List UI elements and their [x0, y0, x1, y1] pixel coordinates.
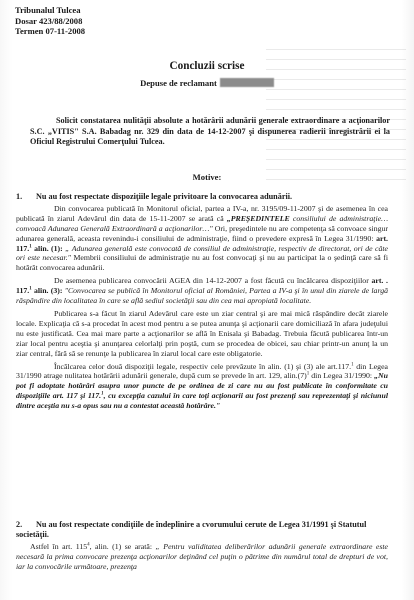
article-ref: art. 117.: [16, 233, 388, 253]
section-2-heading: [16, 520, 388, 540]
alineat-ref: alin. (1):: [31, 243, 66, 253]
section-1-number: 1.: [16, 192, 23, 201]
hearing-date: Termen 07-11-2008: [15, 26, 86, 37]
section-1-paragraph-1: [16, 204, 388, 273]
filed-by-line: [0, 78, 414, 88]
text-run: , alin. (1) se arată:: [89, 541, 156, 551]
article-sup: 1: [351, 361, 354, 367]
quote-italic: "Convocarea se publică în Monitorul oficial al României, Partea a IV-a şi în unul din ziarele de largă răspândire din localitatea în care se află sediul societăţii sau din cea mai apropiată localitate.: [16, 286, 388, 306]
quote-italic: „ Adunarea generală este convocată de consiliul de administraţie, respectiv de directorat, ori de câte ori este necesar.": [16, 243, 388, 263]
text-run: din Legea 31/1990:: [309, 371, 375, 381]
alineat-ref: alin. (3):: [31, 286, 65, 296]
article-ref: art. . 117.: [16, 276, 388, 296]
section-1-heading-text: Nu au fost respectate dispoziţiile legale privitoare la convocarea adunării.: [36, 192, 293, 201]
text-run: din Legea 31/1990 atrage nulitatea hotărârii adunării generale, după cum se prevede în art. 129, alin.(7): [16, 361, 389, 381]
section-1-paragraph-4: [16, 362, 388, 412]
text-run: Încălcarea celor două dispoziţii legale, respectiv cele prevăzute în alin. (1) şi (3) ale art.117.: [54, 361, 352, 371]
section-1-paragraph-2: [16, 276, 388, 306]
article-sup: 4: [87, 542, 90, 548]
section-2: [16, 520, 388, 575]
request-text: Solicit constatarea nulităţii absolute a hotărârii adunării generale extraordinare a acţionarilor S.C. „VITIS" S.A. Babadag nr. 329 din data de 14-12-2007 şi dispunerea radierii înregistrării ei la Oficiul Registrului Comerţului Tulcea.: [30, 116, 390, 146]
quote-bold: „PREŞEDINTELE: [226, 213, 290, 223]
article-sup: 1: [101, 391, 104, 397]
text-run: Din convocarea publicată în Monitorul oficial, partea a IV-a, nr. 3195/09-11-2007 şi de asemenea în cea publicată în ziarul Adevărul din data de 15-11-2007 se arată că: [16, 203, 388, 223]
article-sup: 1: [29, 243, 32, 249]
quote-bold-italic: „Nu pot fi adoptate hotărâri asupra unor puncte de pe ordinea de zi care nu au fost publicate în conformitate cu dispoziţiile art. 117 şi 117.: [16, 371, 389, 401]
court-name: Tribunalul Tulcea: [15, 5, 81, 15]
section-2-number: 2.: [16, 520, 23, 529]
motive-title: Motive:: [192, 172, 222, 182]
quote-bold-italic: , cu excepţia cazului în care toţi acţionarii au fost prezenţi sau reprezentaţi şi niciunul dintre aceştia nu s-a opus sau nu a contestat această hotărâre.": [16, 391, 389, 411]
quote-italic: consiliului de administraţie… convoacă Adunarea Generală Extraordinară a acţionarilor…": [16, 213, 389, 233]
text-run: Publicarea s-a făcut în ziarul Adevărul care este un ziar central şi are mai mică răspândire decât ziarele locale. Explicaţia că s-a procedat în acest mod pentru a se putea anunţa şi acţionarii care domiciliază în afara judeţului nu este justificată. Cea mai mare parte a acţionarilor se află în Enisala şi Babadag. Trebuia făcută publicarea într-un ziar local pentru aceştia şi anunţarea celorlalţi prin poştă, cum se procedea de obicei, sau chiar printr-un anunţ la un ziar central, fără să se renunţe la publicarea în ziarul local care este obligatorie.: [16, 308, 388, 358]
text-run: Astfel în art. 115: [30, 541, 88, 551]
case-number: Dosar 423/88/2008: [15, 15, 83, 26]
text-run: De asemenea publicarea convocării AGEA din 14-12-2007 a fost făcută cu încălcarea dispoziţiilor: [54, 276, 372, 286]
section-2-paragraph-1: [16, 542, 388, 572]
section-2-heading-text: Nu au fost respectate condiţiile de îndeplinire a cvorumului cerute de Legea 31/1991 şi Statutul societăţii.: [16, 520, 367, 539]
text-run: Membrii consiliului de administraţie nu au fost convocaţi şi nu au participat la o şedinţă care să fi hotărât convocarea adunării.: [16, 253, 388, 273]
filed-by-label: Depuse de reclamant: [140, 78, 217, 88]
article-sup: 1: [29, 286, 32, 292]
document-title: Concluzii scrise: [169, 60, 245, 72]
section-1-paragraph-3: [16, 309, 388, 359]
redacted-name: [220, 78, 274, 87]
case-header: [15, 5, 85, 37]
section-1-heading: [16, 192, 388, 202]
text-run: Ori, preşedintele nu are competenţa să convoace singur adunarea generală, aceasta revenindu-i consiliului de administraţie, fiind o prevedere expresă în Legea 31/1990:: [16, 223, 388, 243]
request-paragraph: [30, 116, 390, 148]
quote-italic: „ Pentru validitatea deliberărilor adunării generale extraordinare este necesară la prima convocare prezenţa acţionarilor deţinând cel puţin o pătrime din numărul total de drepturi de vot, iar la convocările următoare, prezenţa: [16, 541, 389, 571]
section-1: [16, 192, 388, 414]
article-sup: 1: [306, 371, 310, 377]
